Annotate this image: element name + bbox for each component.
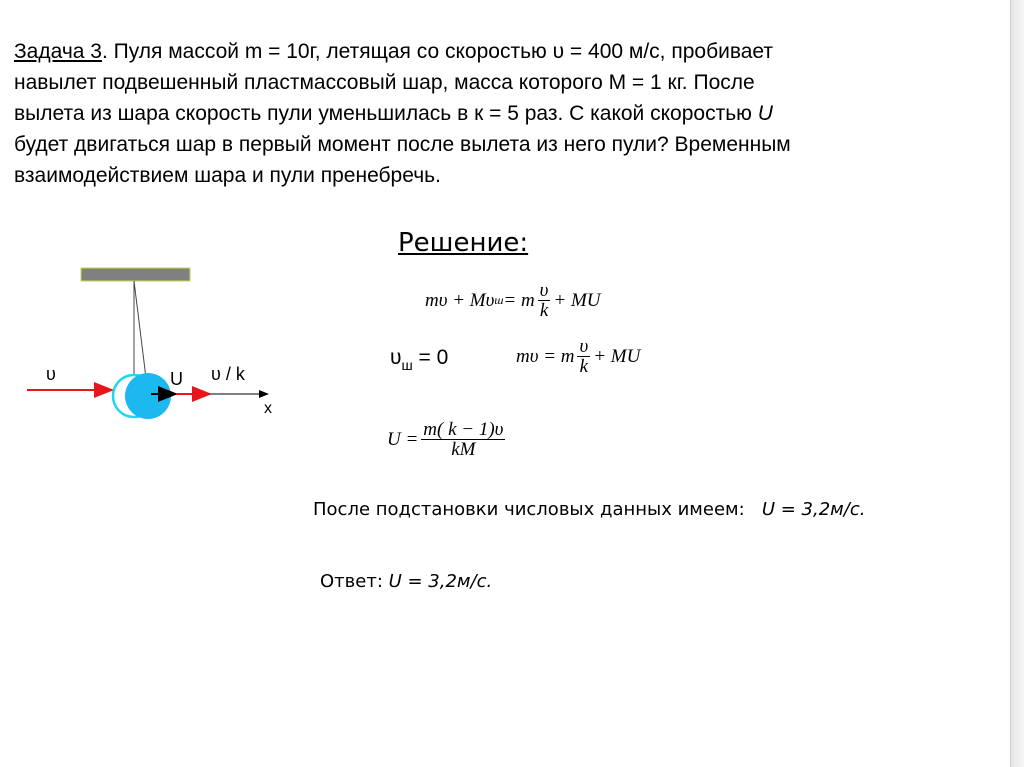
problem-text: вылета из шара скорость пули уменьшилась в к = 5 раз. С какой скоростью	[14, 102, 758, 125]
ceiling-support	[81, 268, 190, 281]
label-U: U	[170, 369, 183, 389]
numerator: m( k − 1)υ	[423, 419, 504, 440]
denominator: kM	[451, 439, 476, 460]
problem-line-5: взаимодействием шара и пули пренебречь.	[14, 164, 441, 187]
substitution-label: После подстановки числовых данных имеем:	[313, 499, 762, 520]
problem-text: . Пуля массой m = 10г, летящая со скоростью υ = 400 м/с, пробивает	[101, 40, 774, 63]
solution-title: Решение:	[398, 228, 529, 258]
label-x: x	[264, 400, 272, 417]
numerator: υ	[539, 280, 549, 301]
eq-part: mυ = m	[516, 345, 575, 367]
variable-U: U	[757, 102, 773, 125]
answer-value: U = 3,2м/с.	[388, 571, 493, 592]
fraction	[421, 420, 505, 459]
equation-simplified	[516, 337, 640, 376]
condition-vsh-zero	[390, 346, 448, 373]
cond-sub: ш	[401, 357, 413, 373]
pendulum-diagram	[0, 0, 300, 440]
eq-part: + MU	[593, 345, 641, 367]
fraction	[538, 281, 551, 320]
eq-part: + MU	[553, 289, 601, 311]
equation-momentum	[425, 281, 601, 320]
label-v-over-k: υ / k	[211, 364, 245, 384]
problem-line-2: навылет подвешенный пластмассовый шар, масса которого M = 1 кг. После	[14, 71, 755, 94]
numerator: υ	[579, 336, 589, 357]
substitution-value: U = 3,2м/с.	[761, 499, 866, 520]
cond-v: υ	[390, 346, 402, 369]
string-deflected	[134, 281, 146, 378]
denominator: k	[539, 300, 549, 321]
answer-label: Ответ:	[320, 571, 389, 592]
eq-part: = m	[503, 289, 535, 311]
cond-rest: = 0	[412, 346, 449, 369]
ball	[125, 373, 171, 419]
substitution-text	[313, 499, 865, 520]
label-v: υ	[46, 364, 56, 384]
fraction	[577, 337, 590, 376]
problem-label: Задача 3	[14, 40, 102, 63]
denominator: k	[579, 356, 589, 377]
eq-part: U =	[387, 428, 419, 450]
eq-sub: ш	[494, 293, 504, 307]
problem-line-4: будет двигаться шар в первый момент после вылета из него пули? Временным	[14, 133, 791, 156]
equation-result	[387, 420, 508, 459]
answer	[320, 571, 492, 592]
slide-edge	[1010, 0, 1024, 767]
eq-part: mυ + Mυ	[425, 289, 495, 311]
